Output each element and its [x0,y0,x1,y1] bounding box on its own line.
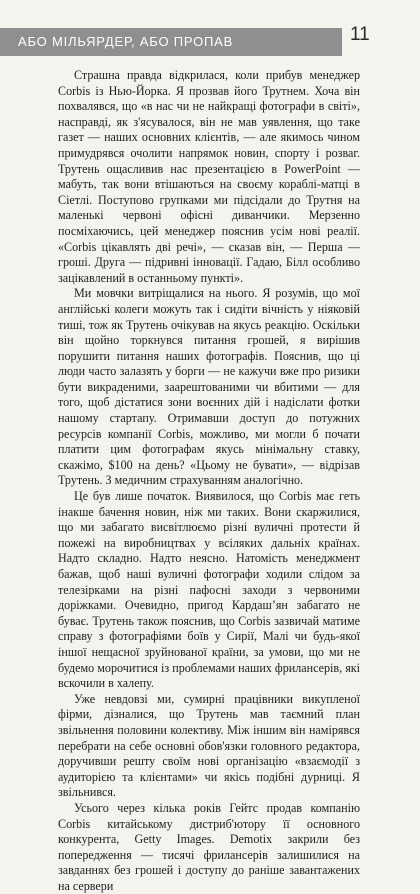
paragraph: Уже невдовзі ми, сумирні працівники викупленої фірми, дізналися, що Трутень мав таємний план звільнення половини колективу. Між іншим він намірявся перебрати на себе основні обов'язки головного редактора, доручивши решту своїм нові організацію «взаємодії з аудиторією та клієнтами» чи якісь подібні дурниці. Я звільнився. [58,691,360,800]
body-text [58,68,360,893]
paragraph: Страшна правда відкрилася, коли прибув менеджер Corbis із Нью-Йорка. Я прозвав його Трутнем. Хоча він похвалявся, що «в нас чи не найкращі фотографи в світі», насправді, як з'ясувалося, він не мав уявлення, що таке газет — наших основних клієнтів, — але якимось чином примудрявся очолити напрямок новин, спорту і розваг. Трутень ощасливив нас презентацією в PowerPoint — мабуть, так вони втішаються на своєму кораблі-матці в Сіетлі. Поступово групками ми підсідали до Трутня на маленькі червоні офісні диванчики. Мерзенно посміхаючись, цей менеджер пояснив усім нові реалії. «Corbis цікавлять дві речі», — сказав він, — Перша — гроші. Друга — підривні інновації. Гадаю, Білл особливо зацікавлений в останньому пункті». [58,68,360,285]
paragraph: Це був лише початок. Виявилося, що Corbis має геть інакше бачення новин, ніж ми таких. Вони скаржилися, що ми забагато висвітлюємо різні вуличні протести й пожежі на виробництвах у всіляких дальніх країнах. Надто складно. Надто неясно. Натомість менеджмент бажав, щоб наші вуличні фотографи ходили слідом за телезірками на різні пафосні заходи з червоними доріжками. Очевидно, пригод Кардашʼян забагато не буває. Трутень також пояснив, що Corbis зазвичай матиме справу з фотографіями боїв у Сирії, Малі чи будь-якої іншої нещасної зруйнованої країни, за умови, що ми не будемо морочитися із проблемами наших фрилансерів, які вскочили в халепу. [58,489,360,691]
running-header-title: АБО МІЛЬЯРДЕР, АБО ПРОПАВ [18,34,234,49]
page-number: 11 [350,24,370,45]
running-header [0,28,342,56]
paragraph: Усього через кілька років Гейтс продав компанію Corbis китайському дистриб'ютору її основного конкурента, Getty Images. Demotix закрили без попередження — тисячі фрилансерів залишилися на завданнях без грошей і доступу до раніше завантажених на сервери [58,800,360,893]
paragraph: Ми мовчки витріщалися на нього. Я розумів, що мої англійські колеги можуть так і сидіти вічність у ніяковій тиші, тож як Трутень очікував на якусь реакцію. Оскільки він щойно торкнувся питання грошей, я вирішив порушити питання наших фотографів. Пояснив, що ці люди часто залазять у борги — не кажучи вже про ризики бути викраденими, заарештованими чи вбитими — для того, щоб дістатися зони воєнних дій і надіслати фотки нашому стартапу. Отримавши доступ до потужних ресурсів компанії Corbis, можливо, ми могли б почати платити цим фотографам якусь мінімальну ставку, скажімо, $100 на день? «Цьому не бувати», — відрізав Трутень. З медичним страхуванням аналогічно. [58,286,360,488]
